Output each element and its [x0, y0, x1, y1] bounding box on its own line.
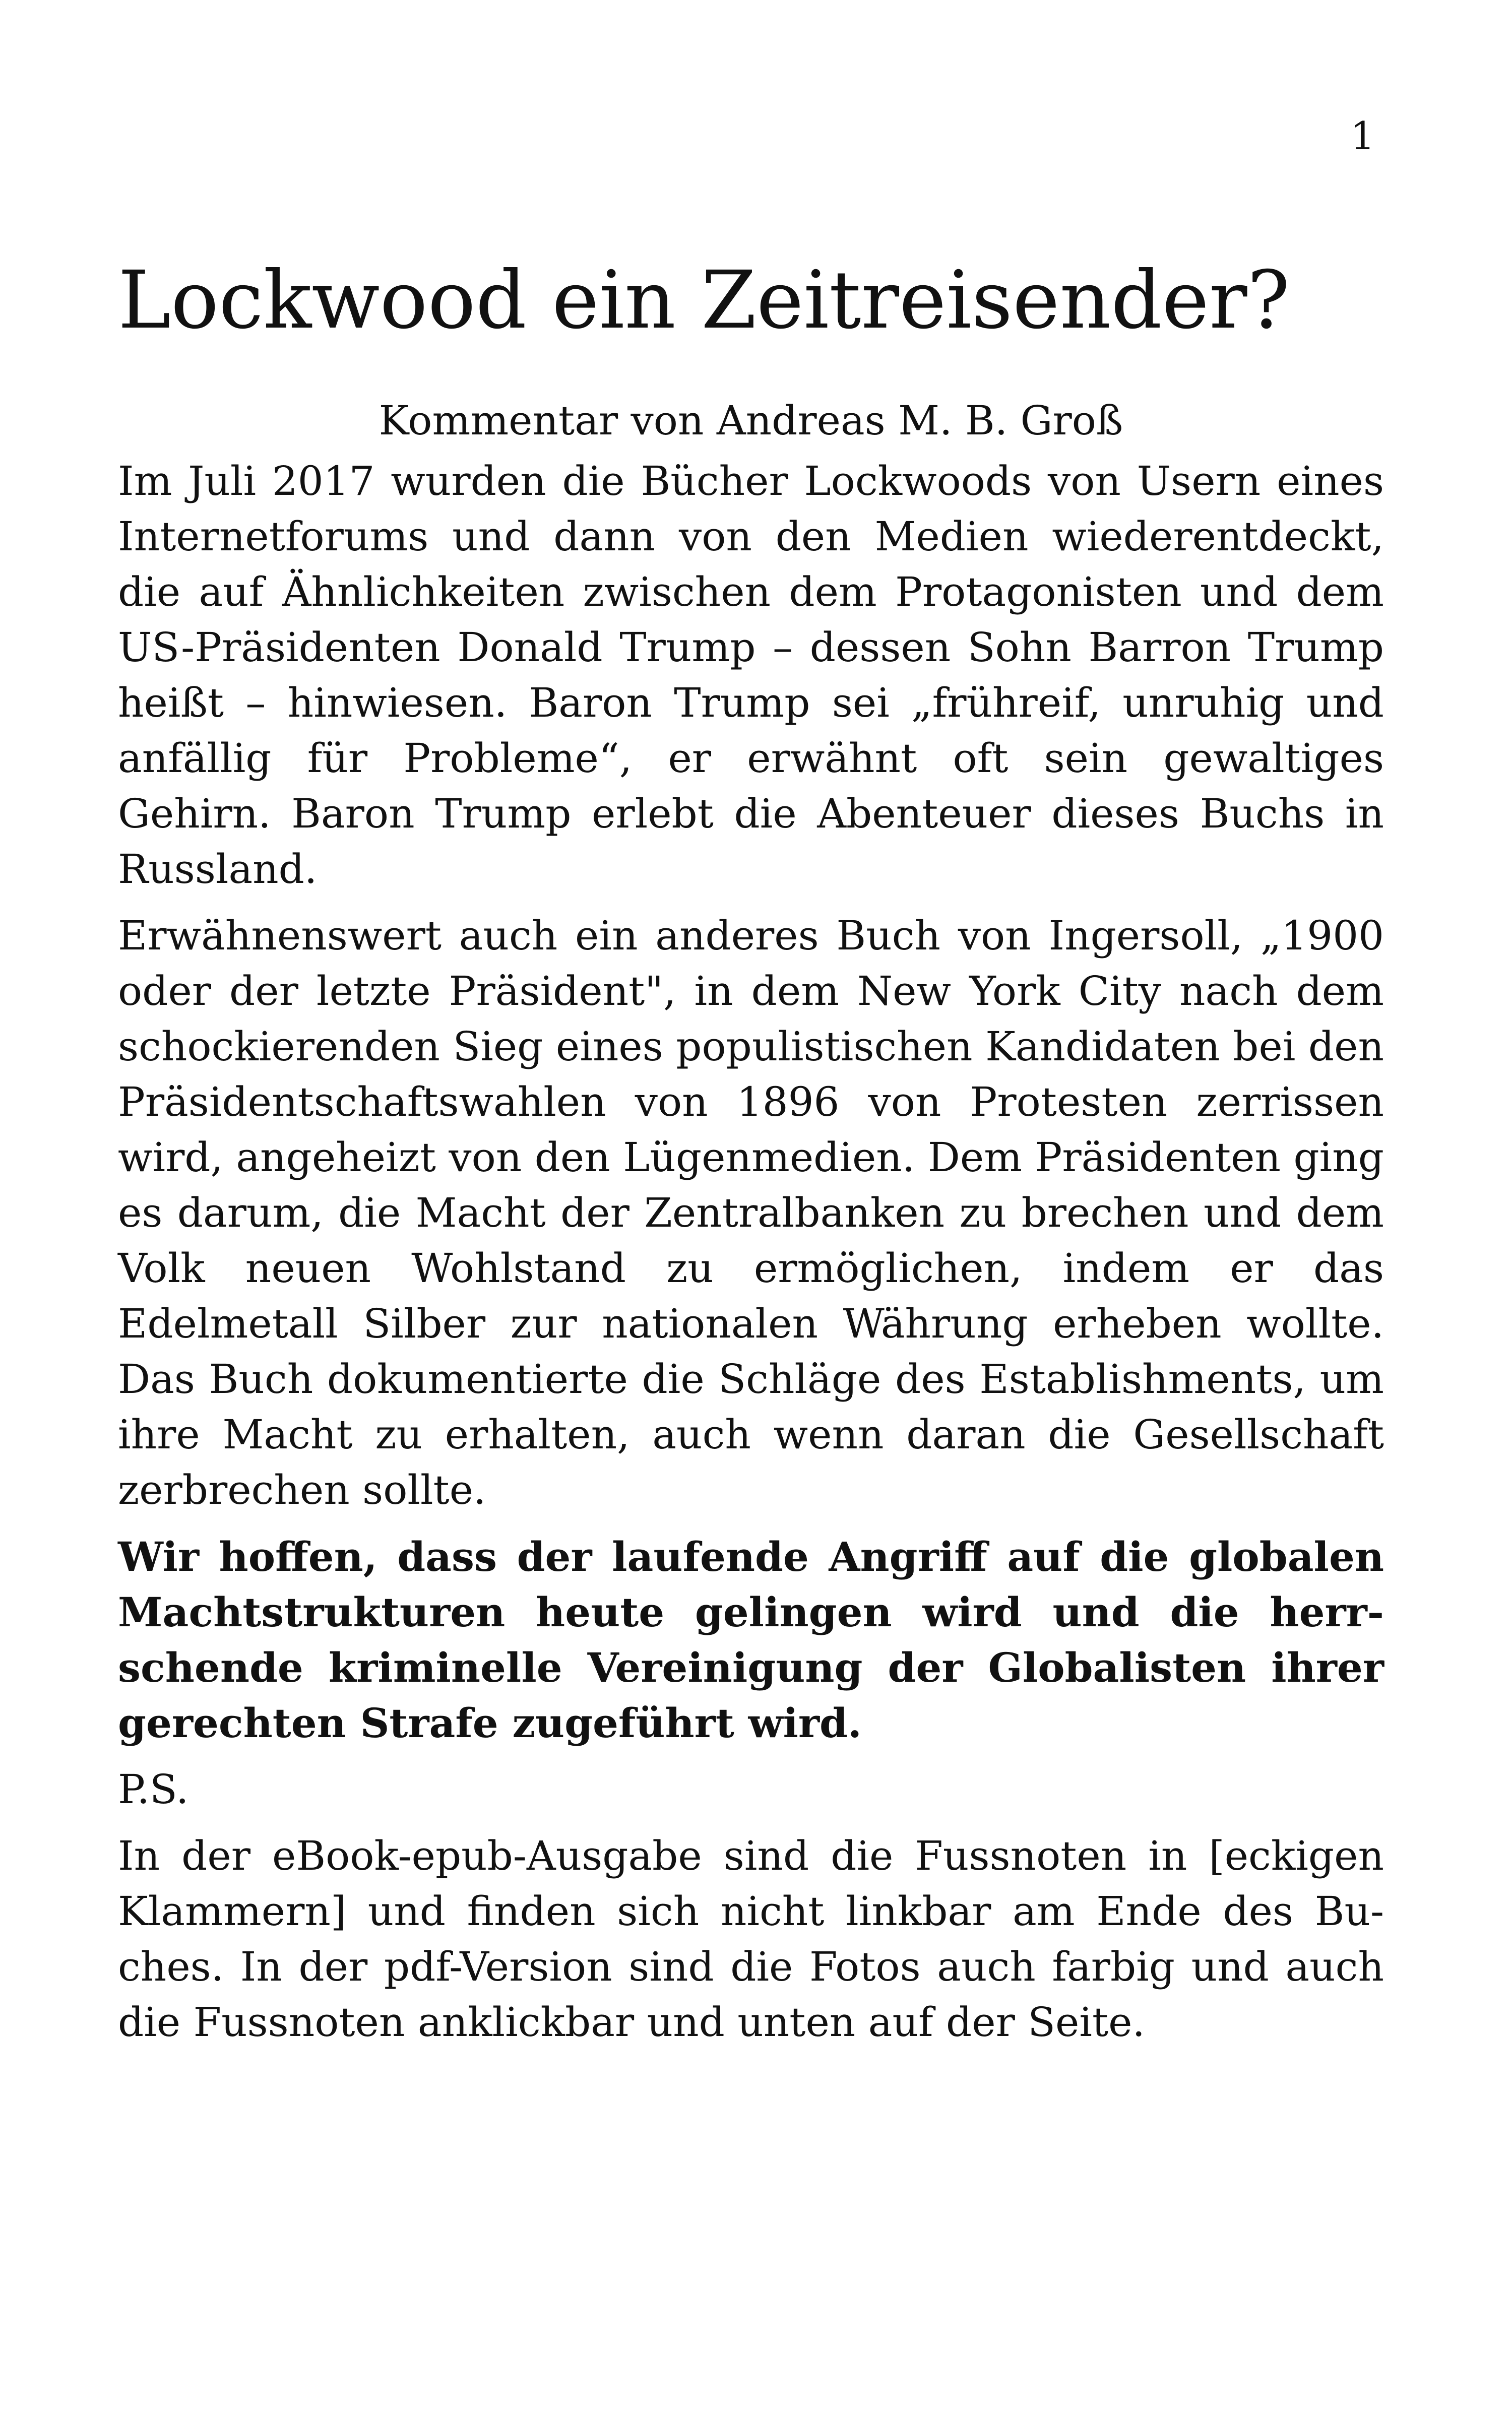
article-body — [118, 454, 1384, 2061]
article-title: Lockwood ein Zeitreisender? — [118, 254, 1290, 347]
author-byline: Kommentar von Andreas M. B. Groß — [379, 397, 1123, 444]
page-number: 1 — [1350, 113, 1375, 158]
paragraph-ps: P.S. — [118, 1766, 189, 1813]
paragraph-footnote-note: In der eBook-epub-Ausgabe sind die Fussnoten in [eckigen Klammern] und finden sich nicht linkbar am Ende des Buches. In der pdf-Version sind die Fotos auch farbig und auch die Fussnoten anklickbar und unten auf der Seite. — [118, 1832, 1384, 2046]
paragraph-ingersoll-book: Erwähnenswert auch ein anderes Buch von Ingersoll, „1900 oder der letzte Präsident", in dem New York City nach dem schockierenden Sieg eines populistischen Kandidaten bei den Präsidentschaftswahlen von 1896 von Protesten zerrissen wird, angeheizt von den Lügenmedien. Dem Präsidenten ging es darum, die Macht der Zentralbanken zu brechen und dem Volk neuen Wohlstand zu ermöglichen, indem er das Edelmetall Silber zur nationalen Währung erheben wollte. Das Buch dokumentierte die Schläge des Establishments, um ihre Macht zu erhalten, auch wenn daran die Gesellschaft zerbrechen sollte. — [118, 912, 1384, 1513]
paragraph-trump-books: Im Juli 2017 wurden die Bücher Lockwoods von Usern eines Internetforums und dann von den Medien wiederentdeckt, die auf Ähnlichkeiten zwischen dem Protagonisten und dem US-Präsidenten Donald Trump – dessen Sohn Barron Trump heißt – hinwiesen. Baron Trump sei „frühreif, unruhig und anfällig für Probleme“, er erwähnt oft sein gewaltiges Gehirn. Baron Trump erlebt die Abenteuer dieses Buchs in Russland. — [118, 458, 1384, 893]
paragraph-bold-statement: Wir hoffen, dass der laufende Angriff auf die globalen Machtstrukturen heute gelingen wird und die herrschende kriminelle Vereinigung der Globalisten ihrer gerechten Strafe zugeführt wird. — [118, 1533, 1384, 1747]
